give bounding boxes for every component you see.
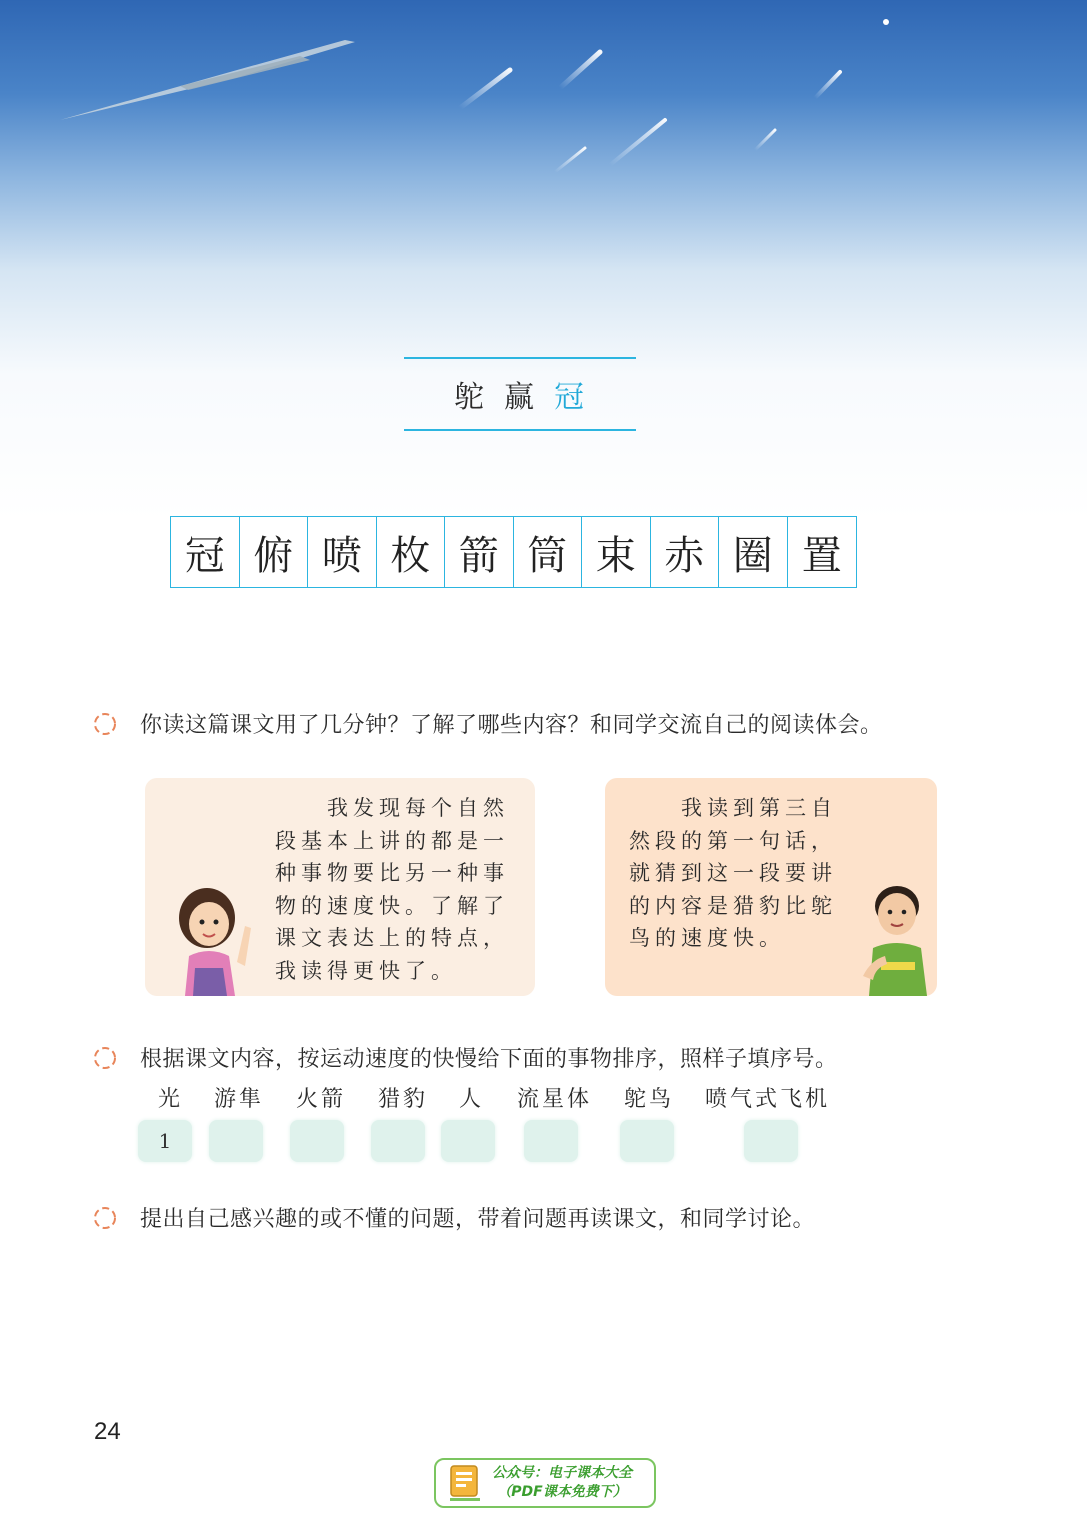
boy-illustration <box>851 876 941 996</box>
question-1 <box>92 708 883 739</box>
girl-speech-bubble <box>145 778 535 996</box>
ordering-item: 人 <box>459 1087 485 1112</box>
character-writing-grid <box>170 516 857 588</box>
dashed-circle-icon <box>92 1045 118 1071</box>
answer-box[interactable] <box>441 1120 495 1162</box>
boy-speech-bubble <box>605 778 937 996</box>
char-cell: 枚 <box>377 517 446 587</box>
answer-box[interactable] <box>524 1120 578 1162</box>
girl-illustration <box>165 876 275 996</box>
watermark-line-1: 公众号：电子课本大全 <box>492 1465 632 1481</box>
char-cell: 置 <box>801 532 842 579</box>
page-number: 24 <box>94 1418 121 1445</box>
ordering-item: 光 <box>158 1087 184 1112</box>
book-logo-icon <box>448 1463 484 1503</box>
ordering-item: 猎豹 <box>378 1087 429 1112</box>
girl-speech-text: 我发现每个自然 段基本上讲的都是一 种事物要比另一种事 物的速度快。了解了 课文表达上的特点， 我读得更快了。 <box>275 796 509 983</box>
ordering-item: 流星体 <box>517 1087 593 1112</box>
answer-box[interactable] <box>290 1120 344 1162</box>
question-2 <box>92 1042 838 1073</box>
dashed-circle-icon <box>92 711 118 737</box>
ordering-item: 游隼 <box>214 1087 265 1112</box>
question-2-text: 根据课文内容，按运动速度的快慢给下面的事物排序，照样子填序号。 <box>140 1047 838 1072</box>
answer-box[interactable] <box>209 1120 263 1162</box>
char-cell: 赤 <box>651 517 720 587</box>
char-cell: 筒 <box>514 517 583 587</box>
word-3-highlight: 冠 <box>554 380 586 415</box>
ordering-item: 鸵鸟 <box>624 1087 675 1112</box>
ordering-item: 火箭 <box>296 1087 347 1112</box>
lesson-words <box>404 357 636 431</box>
ordering-item: 喷气式飞机 <box>705 1087 831 1112</box>
answer-box[interactable] <box>744 1120 798 1162</box>
char-cell: 冠 <box>171 517 240 587</box>
dashed-circle-icon <box>92 1205 118 1231</box>
question-3 <box>92 1202 815 1233</box>
char-cell: 圈 <box>719 517 788 587</box>
boy-speech-text: 我读到第三自 然段的第一句话， 就猜到这一段要讲 的内容是猎豹比鸵 鸟的速度快。 <box>629 796 837 950</box>
question-3-text: 提出自己感兴趣的或不懂的问题，带着问题再读课文，和同学讨论。 <box>140 1207 816 1232</box>
answer-box[interactable] <box>620 1120 674 1162</box>
char-cell: 束 <box>582 517 651 587</box>
char-cell: 俯 <box>240 517 309 587</box>
word-2: 赢 <box>504 380 536 415</box>
ordering-items <box>0 1082 1087 1114</box>
watermark-stamp <box>434 1458 656 1508</box>
answer-box[interactable]: 1 <box>138 1120 192 1162</box>
watermark-line-2: （PDF课本免费下） <box>497 1484 627 1500</box>
meteors-illustration <box>0 0 1087 520</box>
char-cell: 箭 <box>445 517 514 587</box>
char-cell: 喷 <box>308 517 377 587</box>
word-1: 鸵 <box>454 380 486 415</box>
answer-box[interactable] <box>371 1120 425 1162</box>
question-1-text: 你读这篇课文用了几分钟？了解了哪些内容？和同学交流自己的阅读体会。 <box>140 713 883 738</box>
sky-illustration <box>0 0 1087 520</box>
